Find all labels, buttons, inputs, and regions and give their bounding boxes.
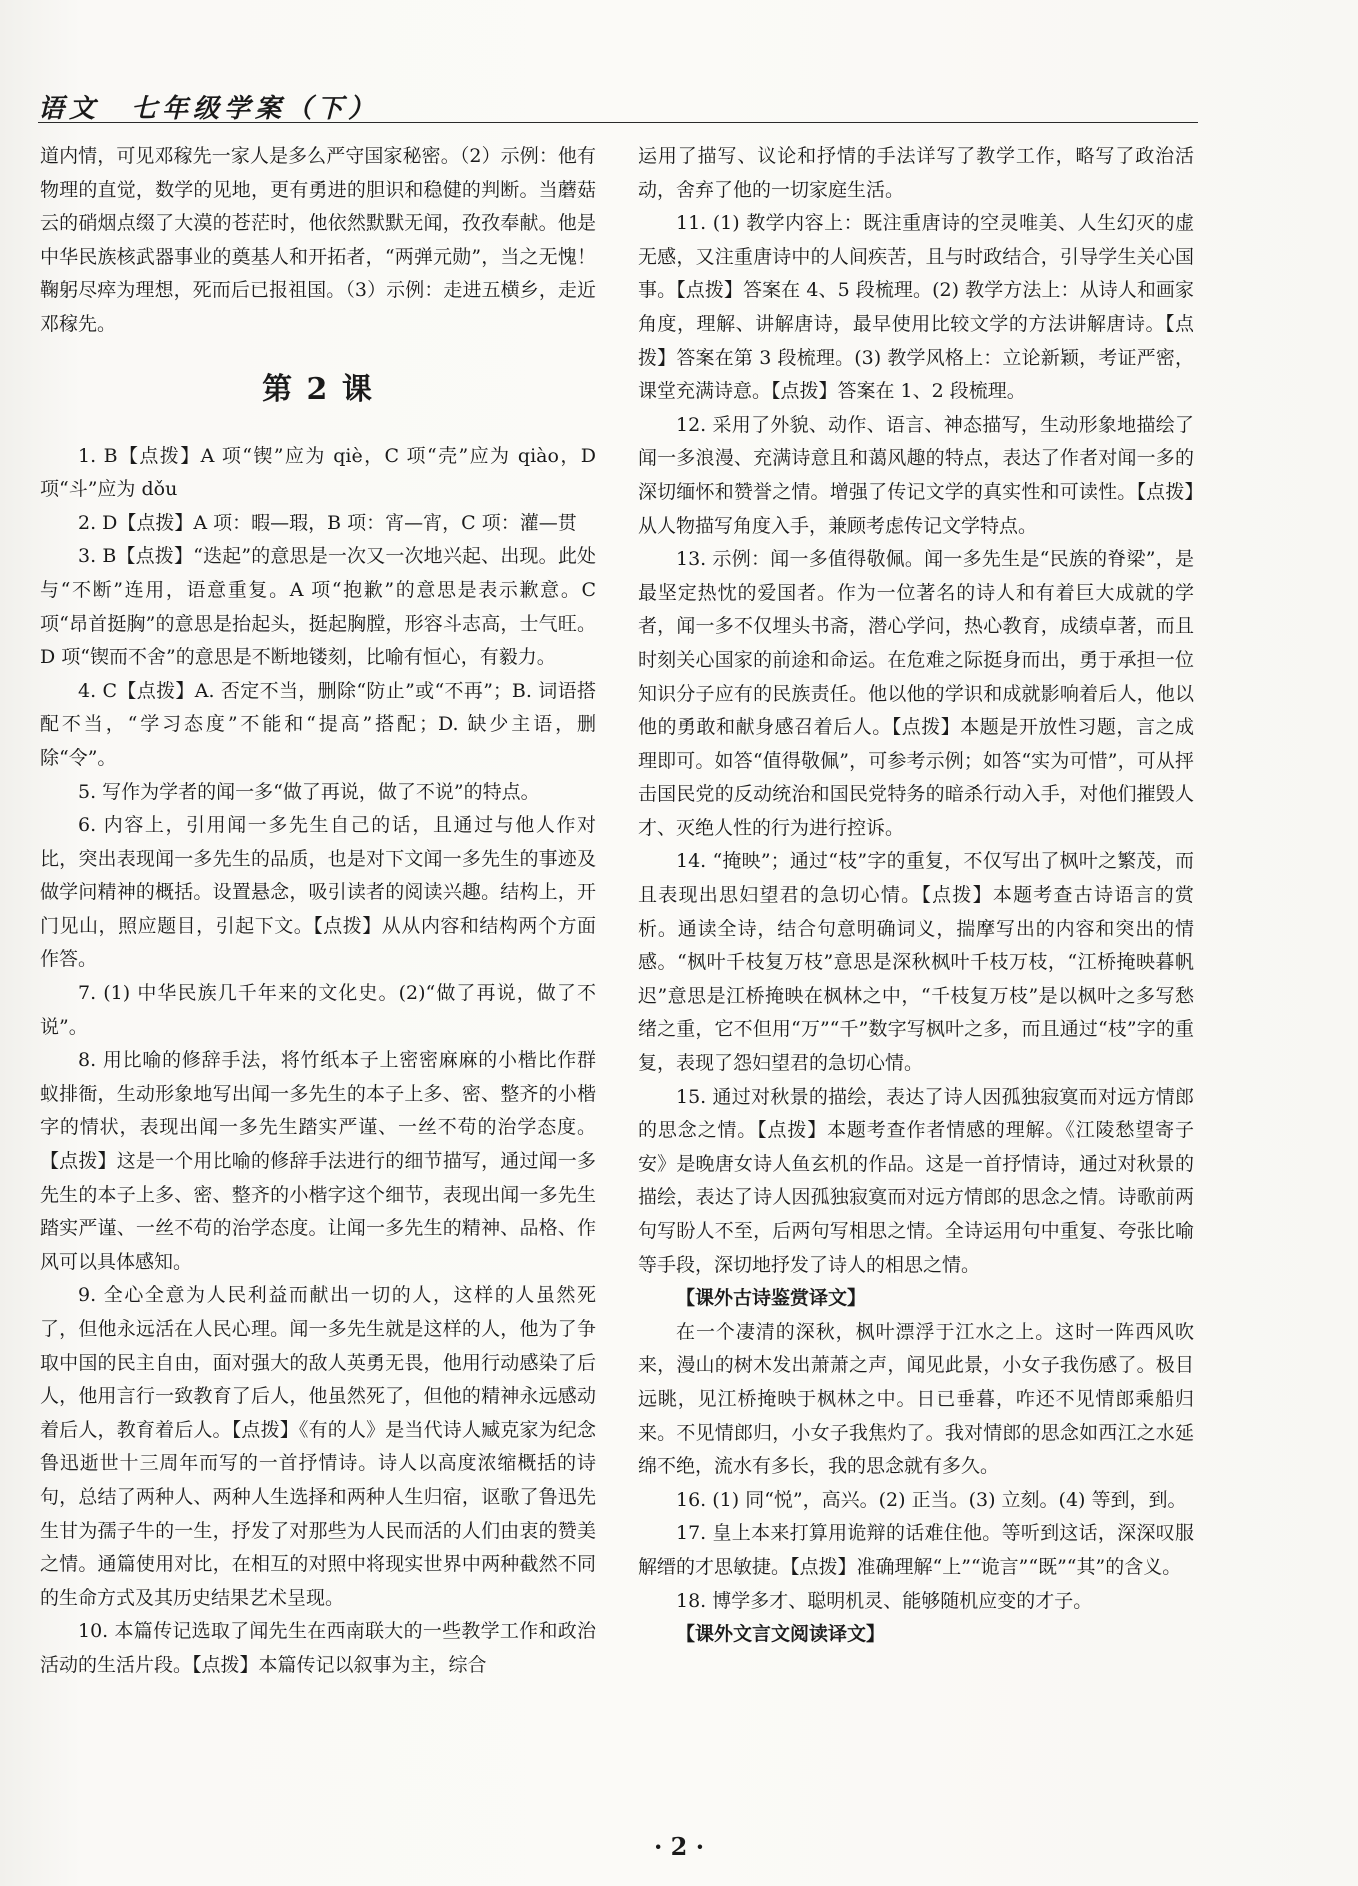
page-number: · 2 · xyxy=(653,1832,705,1861)
answer-item: 5. 写作为学者的闻一多“做了再说，做了不说”的特点。 xyxy=(78,780,540,803)
answer-item: 6. 内容上，引用闻一多先生自己的话，且通过与他人作对比，突出表现闻一多先生的品质，也是对下文闻一多先生的事迹及做学问精神的概括。设置悬念，吸引读者的阅读兴趣。结构上，开门见山，照应题目，引起下文。【点拨】从从内容和结构两个方面作答。 xyxy=(40,814,596,971)
answer-item: 13. 示例：闻一多值得敬佩。闻一多先生是“民族的脊梁”，是最坚定热忱的爱国者。作为一位著名的诗人和有着巨大成就的学者，闻一多不仅埋头书斋，潜心学问，热心教育，成绩卓著，而且时刻关心国家的前途和命运。在危难之际挺身而出，勇于承担一位知识分子应有的民族责任。他以他的学识和成就影响着后人，他以他的勇敢和献身感召着后人。【点拨】本题是开放性习题，言之成理即可。如答“值得敬佩”，可参考示例；如答“实为可惜”，可从抨击国民党的反动统治和国民党特务的暗杀行动入手，对他们摧毁人才、灭绝人性的行为进行控诉。 xyxy=(638,548,1194,839)
answer-item: 17. 皇上本来打算用诡辩的话难住他。等听到这话，深深叹服解缙的才思敏捷。【点拨】准确理解“上”“诡言”“既”“其”的含义。 xyxy=(638,1522,1194,1578)
answer-item: 18. 博学多才、聪明机灵、能够随机应变的才子。 xyxy=(676,1589,1093,1612)
classical-translation-heading: 【课外文言文阅读译文】 xyxy=(676,1623,886,1646)
answer-item: 14. “掩映”；通过“枝”字的重复，不仅写出了枫叶之繁茂，而且表现出思妇望君的急切心情。【点拨】本题考查古诗语言的赏析。通读全诗，结合句意明确词义，揣摩写出的内容和突出的情感。“枫叶千枝复万枝”意思是深秋枫叶千枝万枝，“江桥掩映暮帆迟”意思是江桥掩映在枫林之中，“千枝复万枝”是以枫叶之多写愁绪之重，它不但用“万”“千”数字写枫叶之多，而且通过“枝”字的重复，表现了怨妇望君的急切心情。 xyxy=(638,850,1194,1075)
left-column xyxy=(40,140,596,1683)
section-title: 第 2 课 xyxy=(262,371,374,407)
poem-translation-text: 在一个凄清的深秋，枫叶漂浮于江水之上。这时一阵西风吹来，漫山的树木发出萧萧之声，闻见此景，小女子我伤感了。极目远眺，见江桥掩映于枫林之中。日已垂暮，咋还不见情郎乘船归来。不见情郎归，小女子我焦灼了。我对情郎的思念如西江之水延绵不绝，流水有多长，我的思念就有多久。 xyxy=(638,1320,1194,1478)
intro-paragraph: 道内情，可见邓稼先一家人是多么严守国家秘密。（2）示例：他有物理的直觉，数学的见地，更有勇进的胆识和稳健的判断。当蘑菇云的硝烟点缀了大漠的苍茫时，他依然默默无闻，孜孜奉献。他是中华民族核武器事业的奠基人和开拓者，“两弹元勋”，当之无愧！鞠躬尽瘁为理想，死而后已报祖国。（3）示例：走进五横乡，走近邓稼先。 xyxy=(40,145,596,335)
header-title: 语文 七年级学案（下） xyxy=(38,94,380,124)
continuation-paragraph: 运用了描写、议论和抒情的手法详写了教学工作，略写了政治活动，舍弃了他的一切家庭生活。 xyxy=(638,145,1194,201)
poem-translation-heading: 【课外古诗鉴赏译文】 xyxy=(676,1287,867,1310)
answer-item: 1. B【点拨】A 项“锲”应为 qiè，C 项“壳”应为 qiào，D 项“斗”应为 dǒu xyxy=(40,444,596,501)
page-header xyxy=(38,86,1198,123)
answer-item: 2. D【点拨】A 项：暇—瑕，B 项：宵—宵，C 项：灌—贯 xyxy=(78,511,577,534)
answer-item: 4. C【点拨】A. 否定不当，删除“防止”或“不再”；B. 词语搭配不当，“学习态度”不能和“提高”搭配；D. 缺少主语，删除“令”。 xyxy=(40,679,596,769)
answer-item: 15. 通过对秋景的描绘，表达了诗人因孤独寂寞而对远方情郎的思念之情。【点拨】本题考查作者情感的理解。《江陵愁望寄子安》是晚唐女诗人鱼玄机的作品。这是一首抒情诗，通过对秋景的描绘，表达了诗人因孤独寂寞而对远方情郎的思念之情。诗歌前两句写盼人不至，后两句写相思之情。全诗运用句中重复、夸张比喻等手段，深切地抒发了诗人的相思之情。 xyxy=(638,1085,1194,1276)
right-column xyxy=(638,140,1194,1652)
answer-item: 3. B【点拨】“迭起”的意思是一次又一次地兴起、出现。此处与“不断”连用，语意重复。A 项“抱歉”的意思是表示歉意。C 项“昂首挺胸”的意思是抬起头，挺起胸膛，形容斗志高，士气旺。D 项“锲而不舍”的意思是不断地镂刻，比喻有恒心，有毅力。 xyxy=(40,545,596,669)
answer-item: 16. (1) 同“悦”，高兴。(2) 正当。(3) 立刻。(4) 等到，到。 xyxy=(676,1488,1187,1511)
answer-item: 10. 本篇传记选取了闻先生在西南联大的一些教学工作和政治活动的生活片段。【点拨】本篇传记以叙事为主，综合 xyxy=(40,1620,596,1676)
answer-item: 11. (1) 教学内容上：既注重唐诗的空灵唯美、人生幻灭的虚无感，又注重唐诗中的人间疾苦，且与时政结合，引导学生关心国事。【点拨】答案在 4、5 段梳理。(2) 教学方法上：从诗人和画家角度，理解、讲解唐诗，最早使用比较文学的方法讲解唐诗。【点拨】答案在第 3 段梳理。(3) 教学风格上：立论新颖，考证严密，课堂充满诗意。【点拨】答案在 1、2 段梳理。 xyxy=(638,212,1194,403)
answer-item: 9. 全心全意为人民利益而献出一切的人，这样的人虽然死了，但他永远活在人民心理。闻一多先生就是这样的人，他为了争取中国的民主自由，面对强大的敌人英勇无畏，他用行动感染了后人，他用言行一致教育了后人，他虽然死了，但他的精神永远感动着后人，教育着后人。【点拨】《有的人》是当代诗人臧克家为纪念鲁迅逝世十三周年而写的一首抒情诗。诗人以高度浓缩概括的诗句，总结了两种人、两种人生选择和两种人生归宿，讴歌了鲁迅先生甘为孺子牛的一生，抒发了对那些为人民而活的人们由衷的赞美之情。通篇使用对比，在相互的对照中将现实世界中两种截然不同的生命方式及其历史结果艺术呈现。 xyxy=(40,1284,596,1609)
answer-item: 8. 用比喻的修辞手法，将竹纸本子上密密麻麻的小楷比作群蚁排衙，生动形象地写出闻一多先生的本子上多、密、整齐的小楷字的情状，表现出闻一多先生踏实严谨、一丝不苟的治学态度。【点拨】这是一个用比喻的修辞手法进行的细节描写，通过闻一多先生的本子上多、密、整齐的小楷字这个细节，表现出闻一多先生踏实严谨、一丝不苟的治学态度。让闻一多先生的精神、品格、作风可以具体感知。 xyxy=(40,1049,596,1273)
answer-item: 7. (1) 中华民族几千年来的文化史。(2)“做了再说，做了不说”。 xyxy=(40,982,596,1038)
answer-item: 12. 采用了外貌、动作、语言、神态描写，生动形象地描绘了闻一多浪漫、充满诗意且和蔼风趣的特点，表达了作者对闻一多的深切缅怀和赞誉之情。增强了传记文学的真实性和可读性。【点拨】从人物描写角度入手，兼顾考虑传记文学特点。 xyxy=(638,413,1194,537)
